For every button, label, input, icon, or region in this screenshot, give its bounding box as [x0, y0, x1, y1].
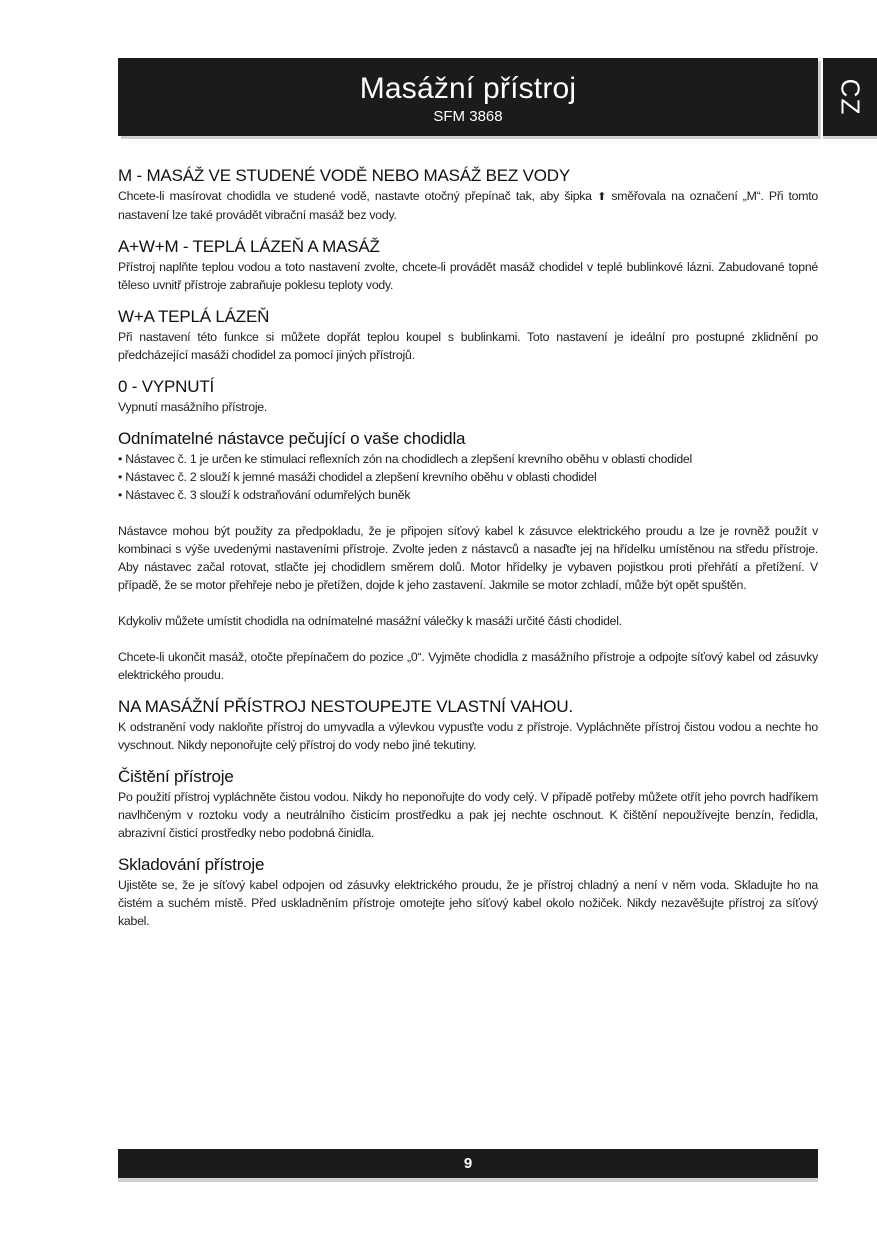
section-m — [118, 166, 818, 224]
section-wa-heading: W+A TEPLÁ LÁZEŇ — [118, 307, 270, 326]
section-awm-text: Přístroj naplňte teplou vodou a toto nastavení zvolte, chcete-li provádět masáž chodidel v teplé bublinkové lázni. Zabudované topné těleso uvnitř přístroje zabraňuje poklesu teploty vody. — [118, 260, 818, 292]
page-title: Masážní přístroj — [359, 72, 577, 105]
model-number: SFM 3868 — [433, 108, 503, 125]
section-cleaning-text: Po použití přístroj vypláchněte čistou vodou. Nikdy ho neponořujte do vody celý. V případě potřeby můžete otřít jeho povrch hadříkem navlhčeným v roztoku vody a neutrálního čisticím prostředku a pak jej nechte oschnout. K čištění nepoužívejte benzín, ředidla, abrazivní čisticí prostředky nebo podobná činidla. — [118, 790, 818, 840]
language-tab — [823, 58, 877, 136]
header-bar — [118, 58, 818, 136]
content — [118, 166, 818, 943]
section-m-text — [118, 187, 818, 224]
attachments-list — [118, 450, 818, 504]
section-storage — [118, 855, 818, 930]
section-off — [118, 377, 818, 416]
attachments-paragraph-1: Nástavce mohou být použity za předpokladu, že je připojen síťový kabel k zásuvce elektrického proudu a lze je rovněž použít v kombinaci s výše uvedenými nastaveními přístroje. Zvolte jeden z nástavců a nasaďte jej na hřídelku umístěnou na středu přístroje. Aby nástavec začal rotovat, stlačte jej chodidlem směrem dolů. Motor hřídelky je vybaven pojistkou proti přehřátí a přetížení. V případě, že se motor přehřeje nebo je přetížen, dojde k jeho zastavení. Jakmile se motor zchladí, může být opět spuštěn. — [118, 524, 818, 592]
section-cleaning-heading: Čištění přístroje — [118, 767, 234, 786]
section-cleaning — [118, 767, 818, 842]
section-warning-heading: NA MASÁŽNÍ PŘÍSTROJ NESTOUPEJTE VLASTNÍ VAHOU. — [118, 697, 573, 716]
section-storage-heading: Skladování přístroje — [118, 855, 265, 874]
section-awm — [118, 237, 818, 294]
footer-bar — [118, 1149, 818, 1178]
section-attachments-heading: Odnímatelné nástavce pečující o vaše chodidla — [118, 429, 466, 448]
page-number: 9 — [463, 1155, 473, 1172]
section-storage-text: Ujistěte se, že je síťový kabel odpojen od zásuvky elektrického proudu, že je přístroj chladný a není v něm voda. Skladujte ho na čistém a suchém místě. Před uskladněním přístroje omotejte jeho síťový kabel okolo nožiček. Nikdy nezavěšujte přístroj za síťový kabel. — [118, 878, 818, 928]
section-attachments — [118, 429, 818, 684]
section-wa-text: Při nastavení této funkce si můžete dopřát teplou koupel s bublinkami. Toto nastavení je ideální pro postupné zklidnění po předcházející masáži chodidel za pomocí jiných přístrojů. — [118, 330, 818, 362]
section-warning — [118, 697, 818, 754]
attachments-paragraph-3: Chcete-li ukončit masáž, otočte přepínačem do pozice „0“. Vyjměte chodidla z masážního přístroje a odpojte síťový kabel od zásuvky elektrického proudu. — [118, 650, 818, 682]
section-awm-heading: A+W+M - TEPLÁ LÁZEŇ A MASÁŽ — [118, 237, 380, 256]
list-item: • Nástavec č. 2 slouží k jemné masáži chodidel a zlepšení krevního oběhu v oblasti chodidel — [118, 470, 597, 484]
section-off-text: Vypnutí masážního přístroje. — [118, 400, 268, 414]
attachments-paragraph-2: Kdykoliv můžete umístit chodidla na odnímatelné masážní válečky k masáži určité části chodidel. — [118, 614, 622, 628]
language-code: CZ — [835, 78, 866, 116]
section-m-text-part1: Chcete-li masírovat chodidla ve studené vodě, nastavte otočný přepínač tak, aby šipka — [118, 189, 592, 203]
section-m-text-part2: směřovala na označení „M“. Při tomto nastavení lze také provádět vibrační masáž bez vody. — [118, 189, 818, 222]
section-m-heading: M - MASÁŽ VE STUDENÉ VODĚ NEBO MASÁŽ BEZ VODY — [118, 166, 570, 185]
list-item: • Nástavec č. 1 je určen ke stimulaci reflexních zón na chodidlech a zlepšení krevního oběhu v oblasti chodidel — [118, 452, 692, 466]
section-wa — [118, 307, 818, 364]
section-warning-text: K odstranění vody nakloňte přístroj do umyvadla a výlevkou vypusťte vodu z přístroje. Vypláchněte přístroj čistou vodou a nechte ho vyschnout. Nikdy neponořujte celý přístroj do vody nebo jiné tekutiny. — [118, 720, 818, 752]
section-off-heading: 0 - VYPNUTÍ — [118, 377, 215, 396]
list-item: • Nástavec č. 3 slouží k odstraňování odumřelých buněk — [118, 488, 411, 502]
arrow-up-icon: ⬆ — [597, 191, 607, 203]
